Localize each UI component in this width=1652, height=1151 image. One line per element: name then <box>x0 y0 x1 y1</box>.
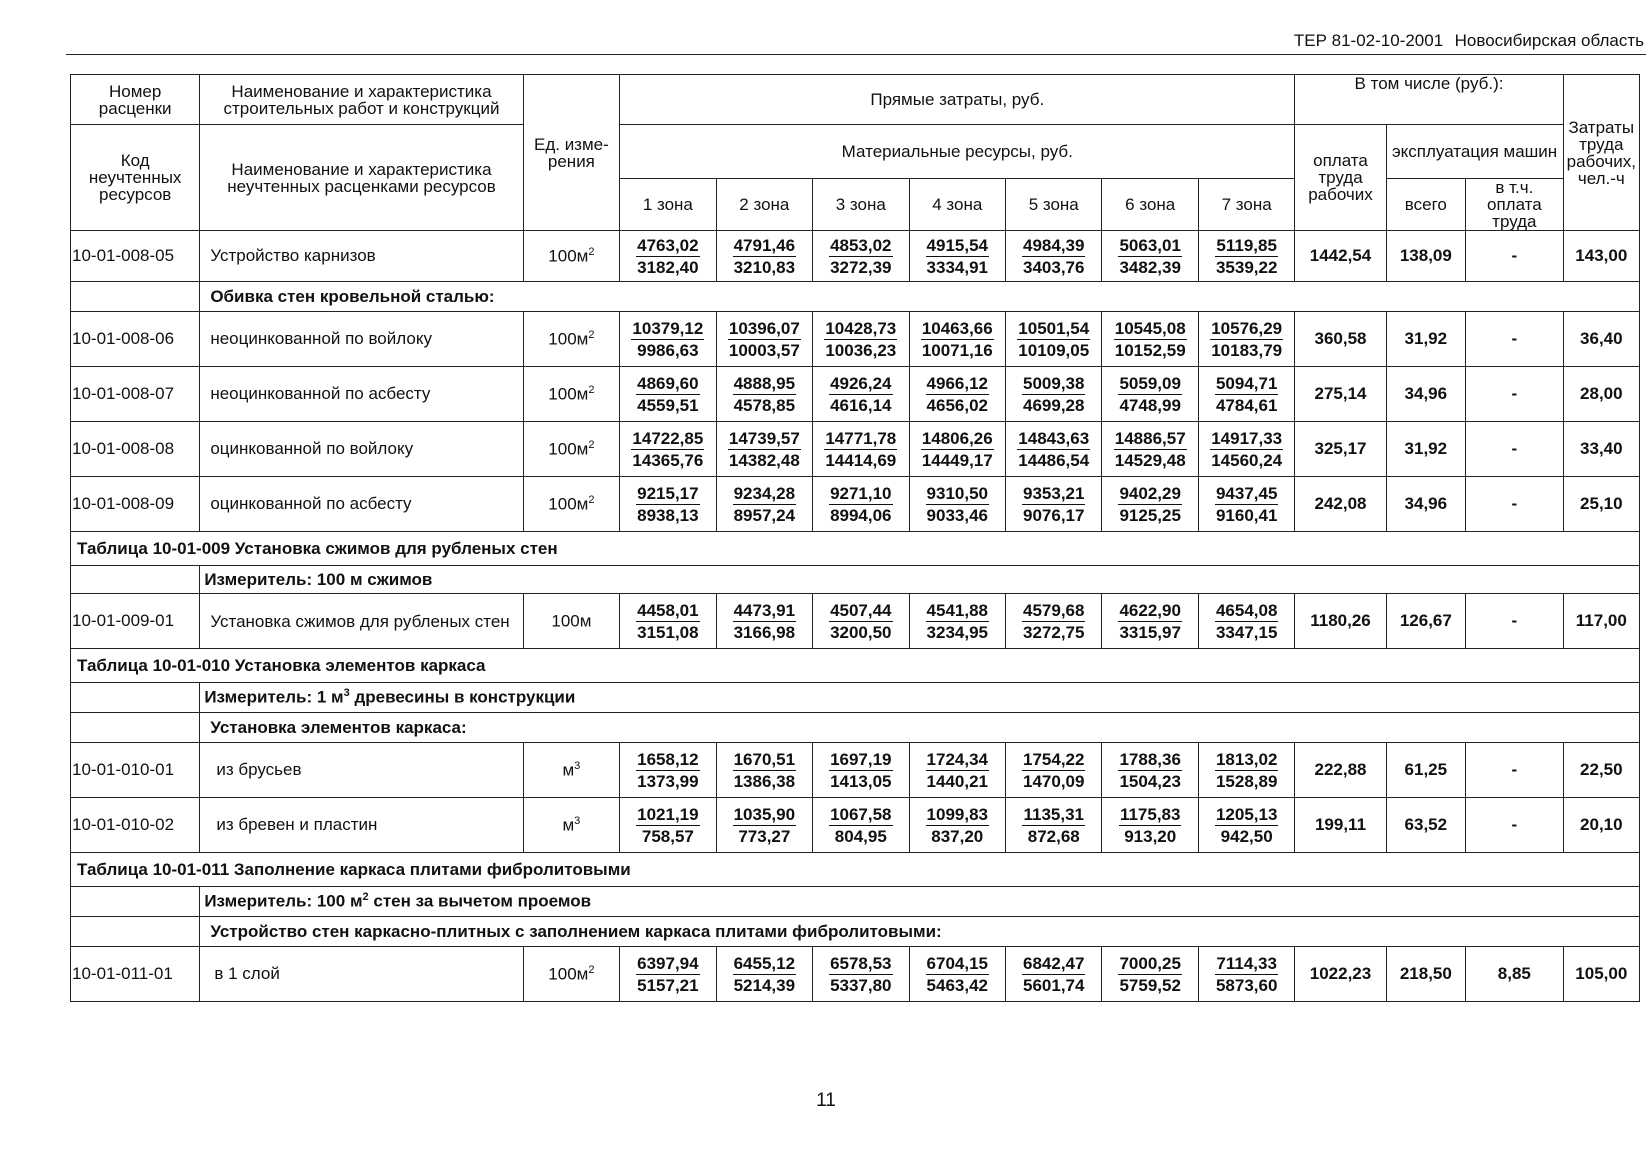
table-row <box>71 947 1640 1002</box>
rate-code: 10-01-011-01 <box>71 947 200 1002</box>
zone-cost: 5094,71 4784,61 <box>1198 367 1294 422</box>
rate-name: Устройство карнизов <box>200 231 523 282</box>
table-title: Таблица 10-01-009 Установка сжимов для рубленых стен <box>71 532 1640 566</box>
table-title-row <box>71 853 1640 887</box>
labor-costs-value: 36,40 <box>1563 312 1639 367</box>
col-machines-total: всего <box>1386 179 1466 231</box>
col-direct-costs: Прямые затраты, руб. <box>620 75 1295 125</box>
zone-cost: 9215,17 8938,13 <box>620 477 716 532</box>
rate-code: 10-01-008-09 <box>71 477 200 532</box>
labor-costs-value: 22,50 <box>1563 743 1639 798</box>
rate-name: из бревен и пластин <box>200 798 523 853</box>
rate-name: неоцинкованной по войлоку <box>200 312 523 367</box>
zone-cost: 1175,83 913,20 <box>1102 798 1198 853</box>
col-zone-1: 1 зона <box>620 179 716 231</box>
zone-cost: 4763,02 3182,40 <box>620 231 716 282</box>
zone-cost: 6455,12 5214,39 <box>716 947 812 1002</box>
section-row <box>71 566 1640 594</box>
rate-code: 10-01-009-01 <box>71 594 200 649</box>
labor-pay-value: 325,17 <box>1295 422 1386 477</box>
section-heading: Устройство стен каркасно-плитных с заполнением каркаса плитами фибролитовыми: <box>200 917 1640 947</box>
rate-name: оцинкованной по асбесту <box>200 477 523 532</box>
zone-cost: 7000,25 5759,52 <box>1102 947 1198 1002</box>
zone-cost: 10428,73 10036,23 <box>813 312 909 367</box>
col-machines-pay: в т.ч. оплата труда <box>1466 179 1564 231</box>
rate-unit: $м^3$ <box>523 743 619 798</box>
col-zone-6: 6 зона <box>1102 179 1198 231</box>
labor-pay-value: 1180,26 <box>1295 594 1386 649</box>
machines-value: 61,25 <box>1386 743 1466 798</box>
header-row-1 <box>71 75 1640 125</box>
labor-pay-value: 360,58 <box>1295 312 1386 367</box>
zone-cost: 1813,02 1528,89 <box>1198 743 1294 798</box>
document-region: Новосибирская область <box>1454 31 1644 50</box>
machines-value: 138,09 <box>1386 231 1466 282</box>
machines-pay-value: - <box>1466 594 1564 649</box>
table-title: Таблица 10-01-010 Установка элементов каркаса <box>71 649 1640 683</box>
section-row <box>71 683 1640 713</box>
zone-cost: 4579,68 3272,75 <box>1006 594 1102 649</box>
zone-cost: 9234,28 8957,24 <box>716 477 812 532</box>
machines-pay-value: - <box>1466 312 1564 367</box>
rate-unit: $100м^2$ <box>523 312 619 367</box>
col-name-unaccounted: Наименование и характеристика неучтенных расценками ресурсов <box>200 125 523 231</box>
rate-unit: $100м^2$ <box>523 367 619 422</box>
col-zone-5: 5 зона <box>1006 179 1102 231</box>
zone-cost: 14843,63 14486,54 <box>1006 422 1102 477</box>
machines-value: 34,96 <box>1386 367 1466 422</box>
col-zone-3: 3 зона <box>813 179 909 231</box>
zone-cost: 1067,58 804,95 <box>813 798 909 853</box>
labor-pay-value: 1022,23 <box>1295 947 1386 1002</box>
rate-name: в 1 слой <box>200 947 523 1002</box>
col-machines: эксплуатация машин <box>1386 125 1563 179</box>
labor-pay-value: 1442,54 <box>1295 231 1386 282</box>
col-labor-pay: оплата труда рабочих <box>1295 125 1386 231</box>
col-including: В том числе (руб.): <box>1295 75 1563 125</box>
zone-cost: 1788,36 1504,23 <box>1102 743 1198 798</box>
zone-cost: 1205,13 942,50 <box>1198 798 1294 853</box>
zone-cost: 4869,60 4559,51 <box>620 367 716 422</box>
table-row <box>71 367 1640 422</box>
table-title-row <box>71 649 1640 683</box>
machines-pay-value: 8,85 <box>1466 947 1564 1002</box>
rate-unit: $100м^2$ <box>523 477 619 532</box>
rate-name: Установка сжимов для рубленых стен <box>200 594 523 649</box>
zone-cost: 4654,08 3347,15 <box>1198 594 1294 649</box>
rate-code: 10-01-010-02 <box>71 798 200 853</box>
zone-cost: 10463,66 10071,16 <box>909 312 1005 367</box>
rate-name: из брусьев <box>200 743 523 798</box>
col-unit: Ед. изме-рения <box>523 75 619 231</box>
section-row <box>71 282 1640 312</box>
zone-cost: 1658,12 1373,99 <box>620 743 716 798</box>
zone-cost: 14917,33 14560,24 <box>1198 422 1294 477</box>
zone-cost: 4853,02 3272,39 <box>813 231 909 282</box>
table-row <box>71 312 1640 367</box>
table-row <box>71 231 1640 282</box>
col-zone-7: 7 зона <box>1198 179 1294 231</box>
zone-cost: 4791,46 3210,83 <box>716 231 812 282</box>
table-row <box>71 594 1640 649</box>
zone-cost: 5119,85 3539,22 <box>1198 231 1294 282</box>
zone-cost: 4541,88 3234,95 <box>909 594 1005 649</box>
zone-cost: 6578,53 5337,80 <box>813 947 909 1002</box>
zone-cost: 14739,57 14382,48 <box>716 422 812 477</box>
zone-cost: 1021,19 758,57 <box>620 798 716 853</box>
machines-pay-value: - <box>1466 422 1564 477</box>
section-row <box>71 887 1640 917</box>
zone-cost: 9310,50 9033,46 <box>909 477 1005 532</box>
rate-unit: $100м^2$ <box>523 231 619 282</box>
rate-unit: $100м^2$ <box>523 947 619 1002</box>
labor-costs-value: 33,40 <box>1563 422 1639 477</box>
zone-cost: 4888,95 4578,85 <box>716 367 812 422</box>
zone-cost: 1697,19 1413,05 <box>813 743 909 798</box>
rate-code: 10-01-008-08 <box>71 422 200 477</box>
document-header <box>66 28 1646 55</box>
zone-cost: 4915,54 3334,91 <box>909 231 1005 282</box>
rate-name: неоцинкованной по асбесту <box>200 367 523 422</box>
labor-costs-value: 143,00 <box>1563 231 1639 282</box>
table-row <box>71 477 1640 532</box>
zone-cost: 4926,24 4616,14 <box>813 367 909 422</box>
zone-cost: 6397,94 5157,21 <box>620 947 716 1002</box>
rate-name: оцинкованной по войлоку <box>200 422 523 477</box>
zone-cost: 9402,29 9125,25 <box>1102 477 1198 532</box>
measure-heading: Измеритель: 100 м сжимов <box>200 566 1640 594</box>
zone-cost: 6842,47 5601,74 <box>1006 947 1102 1002</box>
zone-cost: 5059,09 4748,99 <box>1102 367 1198 422</box>
zone-cost: 14771,78 14414,69 <box>813 422 909 477</box>
col-work-name: Наименование и характеристика строительных работ и конструкций <box>200 75 523 125</box>
col-rate-number: Номер расценки <box>71 75 200 125</box>
table-title-row <box>71 532 1640 566</box>
rate-unit: $100м^2$ <box>523 422 619 477</box>
rate-unit: 100м <box>523 594 619 649</box>
zone-cost: 4622,90 3315,97 <box>1102 594 1198 649</box>
zone-cost: 10396,07 10003,57 <box>716 312 812 367</box>
machines-value: 31,92 <box>1386 312 1466 367</box>
machines-pay-value: - <box>1466 477 1564 532</box>
zone-cost: 4984,39 3403,76 <box>1006 231 1102 282</box>
section-row <box>71 713 1640 743</box>
zone-cost: 14722,85 14365,76 <box>620 422 716 477</box>
zone-cost: 4458,01 3151,08 <box>620 594 716 649</box>
header-row-2 <box>71 125 1640 179</box>
zone-cost: 10576,29 10183,79 <box>1198 312 1294 367</box>
rate-code: 10-01-008-05 <box>71 231 200 282</box>
zone-cost: 1035,90 773,27 <box>716 798 812 853</box>
zone-cost: 9437,45 9160,41 <box>1198 477 1294 532</box>
page-number: 11 <box>816 1090 836 1111</box>
col-zone-2: 2 зона <box>716 179 812 231</box>
measure-heading: Измеритель: 1 $м^3$ древесины в конструкции <box>200 683 1640 713</box>
section-row <box>71 917 1640 947</box>
table-row <box>71 422 1640 477</box>
labor-costs-value: 28,00 <box>1563 367 1639 422</box>
col-labor-costs: Затраты труда рабочих, чел.-ч <box>1563 75 1639 231</box>
machines-pay-value: - <box>1466 367 1564 422</box>
labor-costs-value: 20,10 <box>1563 798 1639 853</box>
table-row <box>71 743 1640 798</box>
zone-cost: 5063,01 3482,39 <box>1102 231 1198 282</box>
section-heading: Установка элементов каркаса: <box>200 713 1640 743</box>
zone-cost: 1135,31 872,68 <box>1006 798 1102 853</box>
labor-pay-value: 199,11 <box>1295 798 1386 853</box>
machines-pay-value: - <box>1466 798 1564 853</box>
col-code-unaccounted: Код неучтенных ресурсов <box>71 125 200 231</box>
machines-pay-value: - <box>1466 743 1564 798</box>
zone-cost: 10545,08 10152,59 <box>1102 312 1198 367</box>
rate-code: 10-01-010-01 <box>71 743 200 798</box>
zone-cost: 5009,38 4699,28 <box>1006 367 1102 422</box>
zone-cost: 14806,26 14449,17 <box>909 422 1005 477</box>
measure-heading: Измеритель: 100 $м^2$ стен за вычетом проемов <box>200 887 1640 917</box>
zone-cost: 1099,83 837,20 <box>909 798 1005 853</box>
rates-table <box>70 74 1640 1002</box>
labor-costs-value: 117,00 <box>1563 594 1639 649</box>
zone-cost: 7114,33 5873,60 <box>1198 947 1294 1002</box>
zone-cost: 10379,12 9986,63 <box>620 312 716 367</box>
machines-value: 126,67 <box>1386 594 1466 649</box>
section-heading: Обивка стен кровельной сталью: <box>200 282 1640 312</box>
labor-costs-value: 105,00 <box>1563 947 1639 1002</box>
zone-cost: 6704,15 5463,42 <box>909 947 1005 1002</box>
machines-value: 34,96 <box>1386 477 1466 532</box>
labor-pay-value: 242,08 <box>1295 477 1386 532</box>
zone-cost: 1670,51 1386,38 <box>716 743 812 798</box>
zone-cost: 1724,34 1440,21 <box>909 743 1005 798</box>
zone-cost: 10501,54 10109,05 <box>1006 312 1102 367</box>
zone-cost: 4473,91 3166,98 <box>716 594 812 649</box>
zone-cost: 14886,57 14529,48 <box>1102 422 1198 477</box>
zone-cost: 9271,10 8994,06 <box>813 477 909 532</box>
labor-pay-value: 275,14 <box>1295 367 1386 422</box>
machines-value: 63,52 <box>1386 798 1466 853</box>
table-row <box>71 798 1640 853</box>
rate-unit: $м^3$ <box>523 798 619 853</box>
zone-cost: 9353,21 9076,17 <box>1006 477 1102 532</box>
machines-value: 31,92 <box>1386 422 1466 477</box>
document-code: ТЕР 81-02-10-2001 <box>1293 31 1444 50</box>
machines-value: 218,50 <box>1386 947 1466 1002</box>
table-title: Таблица 10-01-011 Заполнение каркаса плитами фибролитовыми <box>71 853 1640 887</box>
zone-cost: 4507,44 3200,50 <box>813 594 909 649</box>
zone-cost: 4966,12 4656,02 <box>909 367 1005 422</box>
col-zone-4: 4 зона <box>909 179 1005 231</box>
machines-pay-value: - <box>1466 231 1564 282</box>
rate-code: 10-01-008-06 <box>71 312 200 367</box>
labor-costs-value: 25,10 <box>1563 477 1639 532</box>
labor-pay-value: 222,88 <box>1295 743 1386 798</box>
rate-code: 10-01-008-07 <box>71 367 200 422</box>
zone-cost: 1754,22 1470,09 <box>1006 743 1102 798</box>
col-material: Материальные ресурсы, руб. <box>620 125 1295 179</box>
